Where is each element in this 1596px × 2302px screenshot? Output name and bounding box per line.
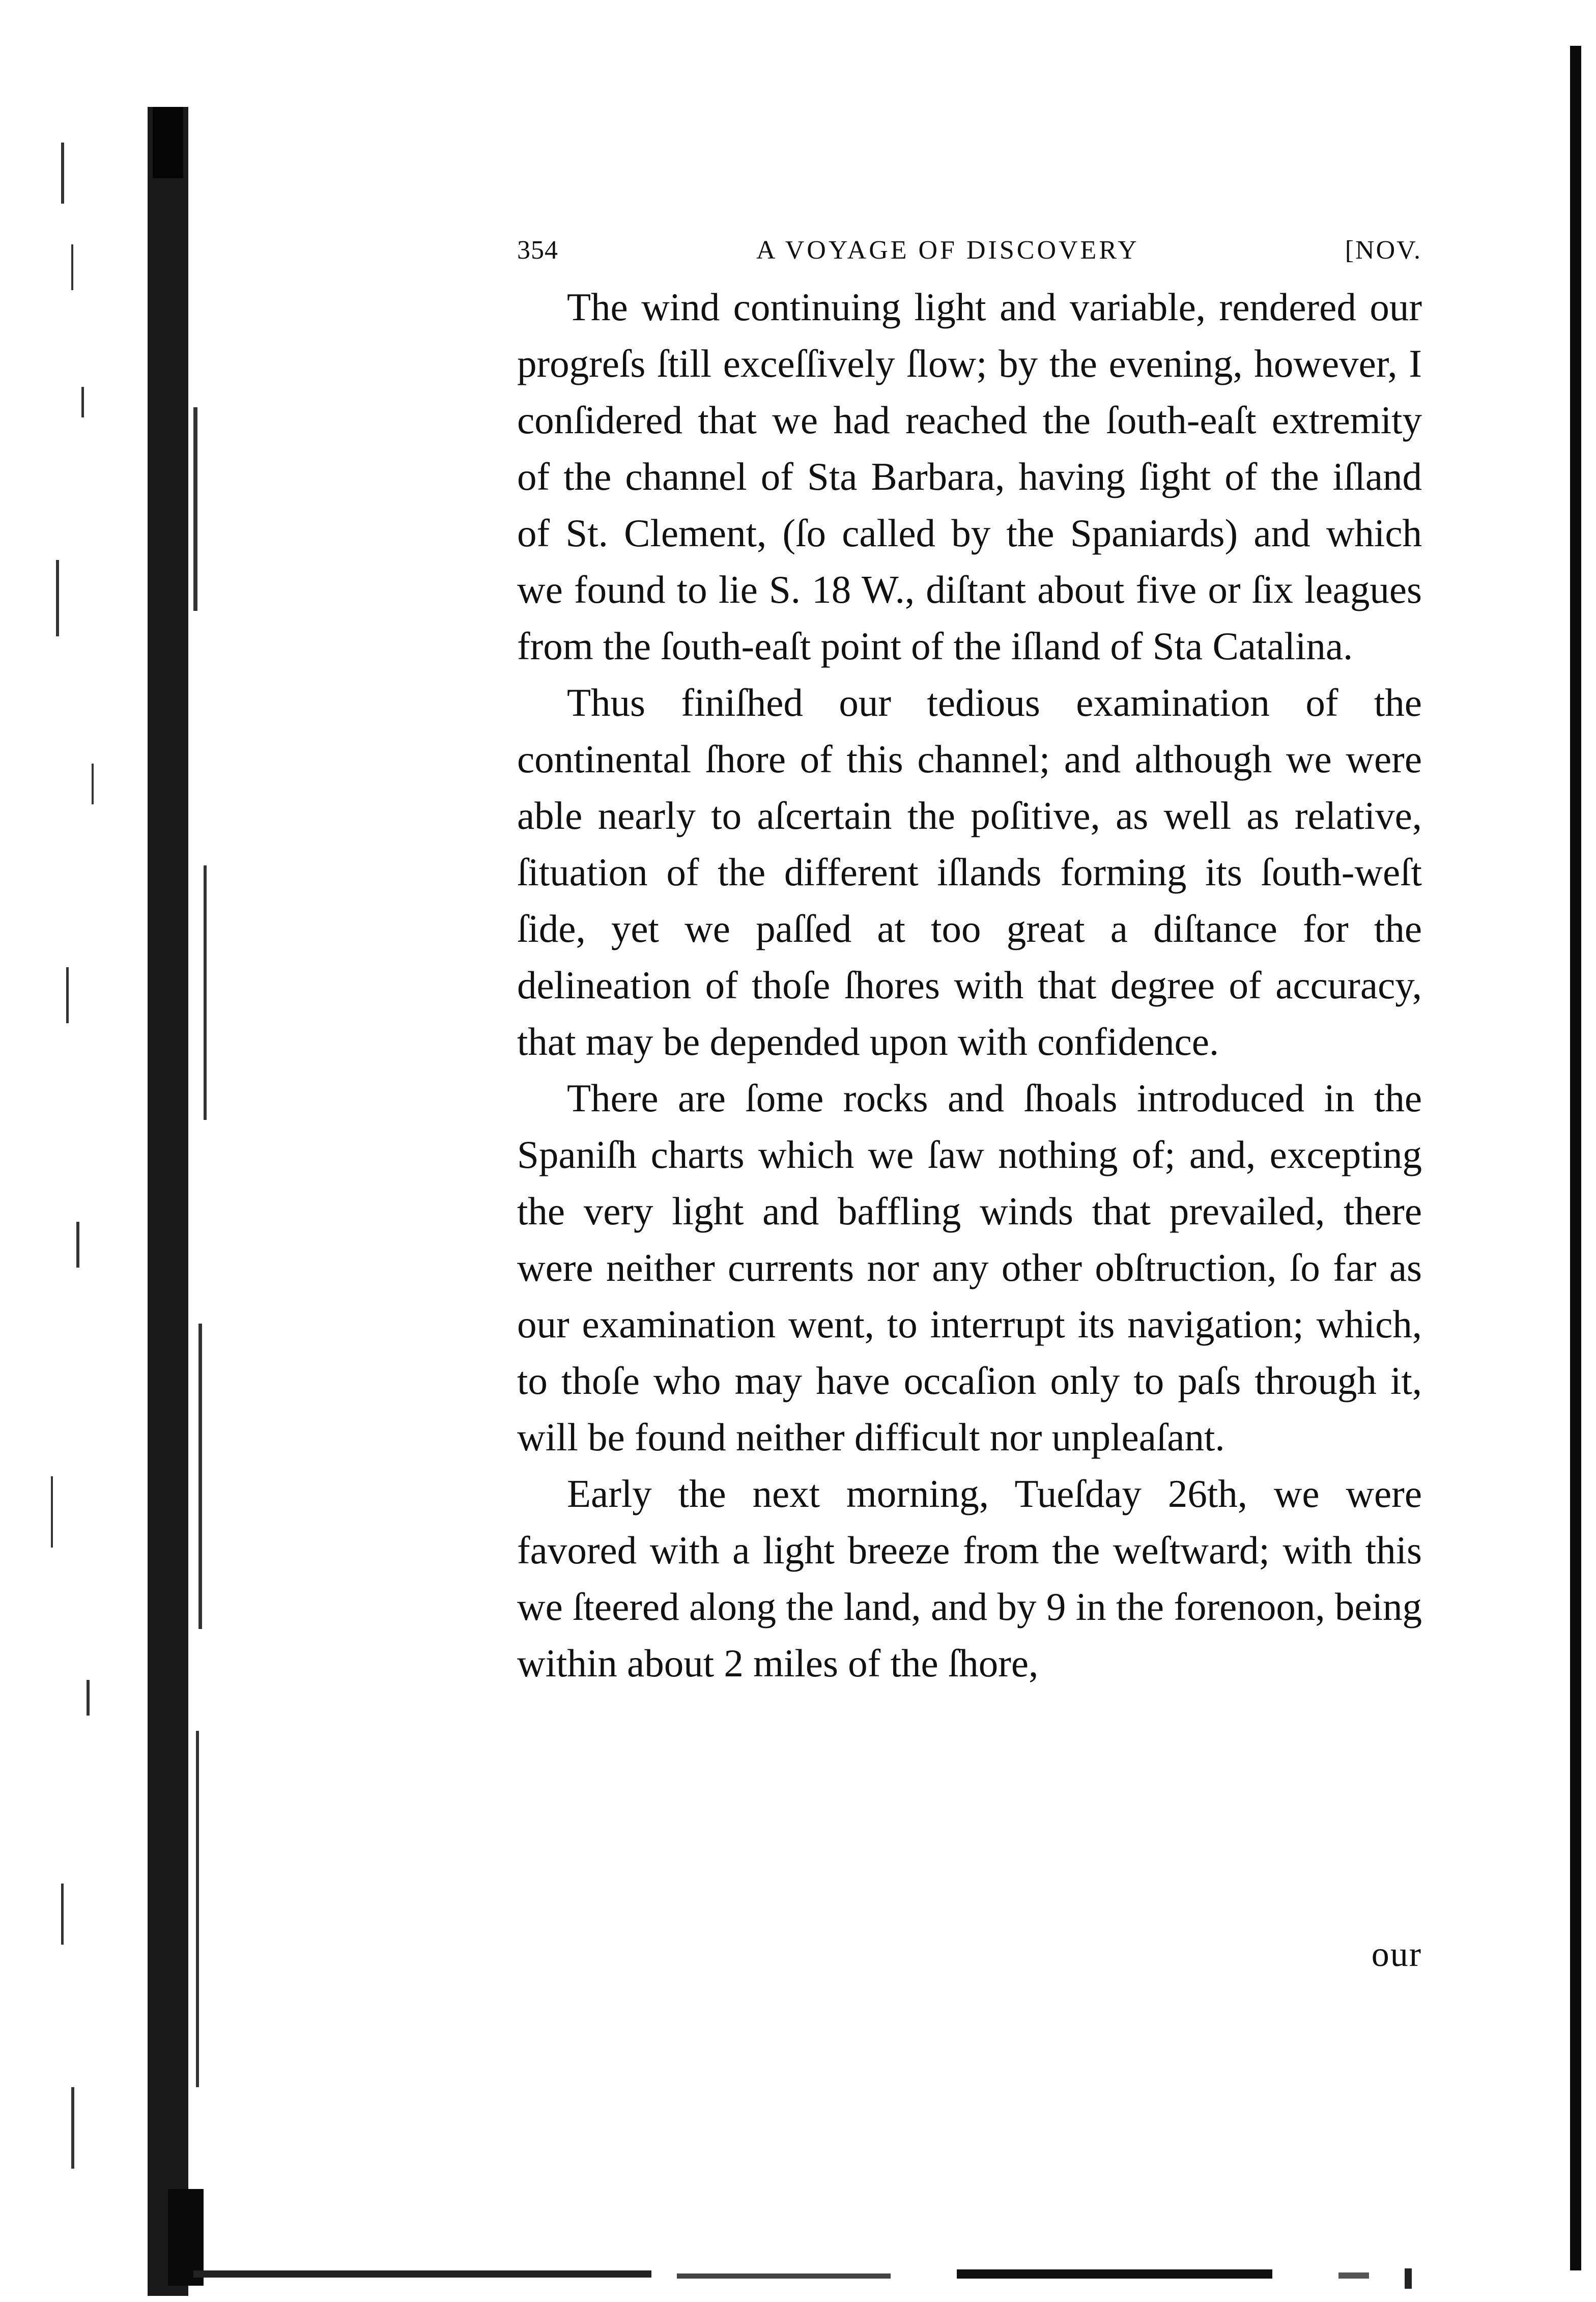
- body-text: [517, 279, 1422, 1692]
- page-header: [517, 230, 1422, 271]
- scan-bottom-edge-smudge: [193, 2260, 1537, 2296]
- paragraph-2: Thus finiſhed our tedious examination of the continental ſhore of this channel; and although we were able nearly to aſcertain the poſitive, as well as relative, ſituation of the different iſlands forming its ſouth-weſt ſide, yet we paſſed at too great a diſtance for the delineation of thoſe ſhores with that degree of accuracy, that may be depended upon with confidence.: [517, 681, 1422, 1063]
- paragraph-3: There are ſome rocks and ſhoals introduced in the Spaniſh charts which we ſaw nothing of; and, excepting the very light and baffling winds that prevailed, there were neither currents nor any other obſtruction, ſo far as our examination went, to interrupt its navigation; which, to thoſe who may have occaſion only to paſs through it, will be found neither difficult nor unpleaſant.: [517, 1076, 1422, 1459]
- catchword: our: [1371, 1935, 1422, 1974]
- page-number: 354: [517, 236, 558, 265]
- scan-right-edge-bar: [1570, 46, 1581, 2270]
- running-title: A VOYAGE OF DISCOVERY: [756, 236, 1139, 265]
- paragraph-1: The wind continuing light and variable, rendered our progreſs ſtill exceſſively ſlow; by the evening, however, I conſidered that we had reached the ſouth-eaſt extremity of the channel of Sta Barbara, having ſight of the iſland of St. Clement, (ſo called by the Spaniards) and which we found to lie S. 18 W., diſtant about five or ſix leagues from the ſouth-eaſt point of the iſland of Sta Catalina.: [517, 285, 1422, 668]
- paragraph-4: Early the next morning, Tueſday 26th, we were favored with a light breeze from the weſtward; with this we ſteered along the land, and by 9 in the forenoon, being within about 2 miles of the ſhore,: [517, 1472, 1422, 1685]
- scan-left-edge-shadow: [0, 0, 239, 2302]
- section-tag: [NOV.: [1345, 236, 1422, 265]
